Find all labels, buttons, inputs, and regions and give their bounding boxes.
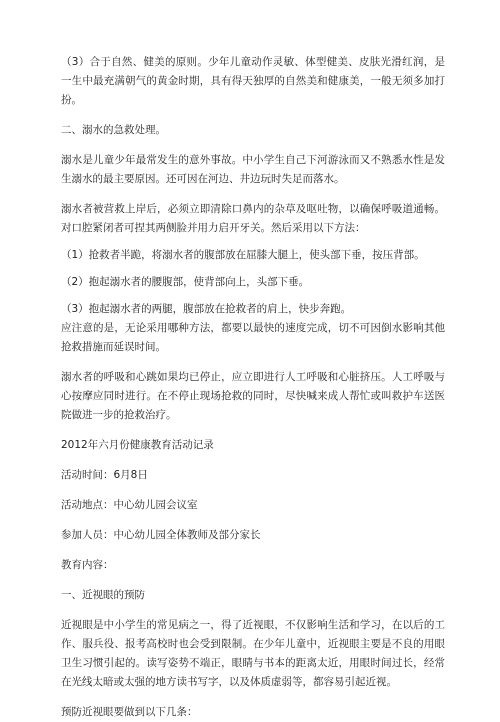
activity-location: 活动地点：中心幼儿园会议室 <box>61 499 198 511</box>
activity-time: 活动时间：6月8日 <box>61 469 148 481</box>
education-content-label: 教育内容： <box>61 559 114 571</box>
list-item-method-1: （1）抢救者半跪，将溺水者的腹部放在屈膝大腿上，使头部下垂，按压背部。 <box>61 249 425 261</box>
section-heading-myopia-prevention: 一、近视眼的预防 <box>61 589 145 601</box>
section-heading-drowning-first-aid: 二、溺水的急救处理。 <box>61 124 166 136</box>
paragraph-natural-beauty-principle: （3）合于自然、健美的原则。少年儿童动作灵敏、体型健美、皮肤光滑红润，是一生中最充满朝气的黄金时期，具有得天独厚的自然美和健康美，一般无须多加打扮。 <box>61 56 445 106</box>
document-page <box>61 0 445 722</box>
paragraph-speed-note: 应注意的是，无论采用哪种方法，都要以最快的速度完成，切不可因倒水影响其他抢救措施而延误时间。 <box>61 322 445 353</box>
participants: 参加人员：中心幼儿园全体教师及部分家长 <box>61 529 261 541</box>
list-item-method-3: （3）抱起溺水者的两腿，腹部放在抢救者的肩上，快步奔跑。 <box>61 303 352 315</box>
record-title: 2012年六月份健康教育活动记录 <box>61 439 214 451</box>
paragraph-cpr: 溺水者的呼吸和心跳如果均已停止，应立即进行人工呼吸和心脏挤压。人工呼吸与心按摩应同时进行。在不停止现场抢救的同时，尽快喊来成人帮忙或叫救护车送医院做进一步的抢救治疗。 <box>61 371 445 421</box>
paragraph-drowning-causes: 溺水是儿童少年最常发生的意外事故。中小学生自己下河游泳而又不熟悉水性是发生溺水的最主要原因。还可因在河边、井边玩时失足而落水。 <box>61 154 445 185</box>
list-item-method-2: （2）抱起溺水者的腰腹部，使背部向上，头部下垂。 <box>61 276 310 288</box>
paragraph-airway-clearing: 溺水者被营救上岸后，必须立即清除口鼻内的杂草及呕吐物，以确保呼吸道通畅。对口腔紧闭者可捏其两侧脸并用力启开牙关。然后采用以下方法： <box>61 203 445 234</box>
paragraph-myopia-causes: 近视眼是中小学生的常见病之一，得了近视眼，不仅影响生活和学习，在以后的工作、服兵役、报考高校时也会受到限制。在少年儿童中，近视眼主要是不良的用眼卫生习惯引起的。读写姿势不端正，眼睛与书本的距离太近，用眼时间过长，经常在光线太暗或太强的地方读书写字，以及体质虚弱等，都容易引起近视。 <box>61 619 445 688</box>
paragraph-myopia-prevention-intro: 预防近视眼要做到以下几条： <box>61 706 198 718</box>
